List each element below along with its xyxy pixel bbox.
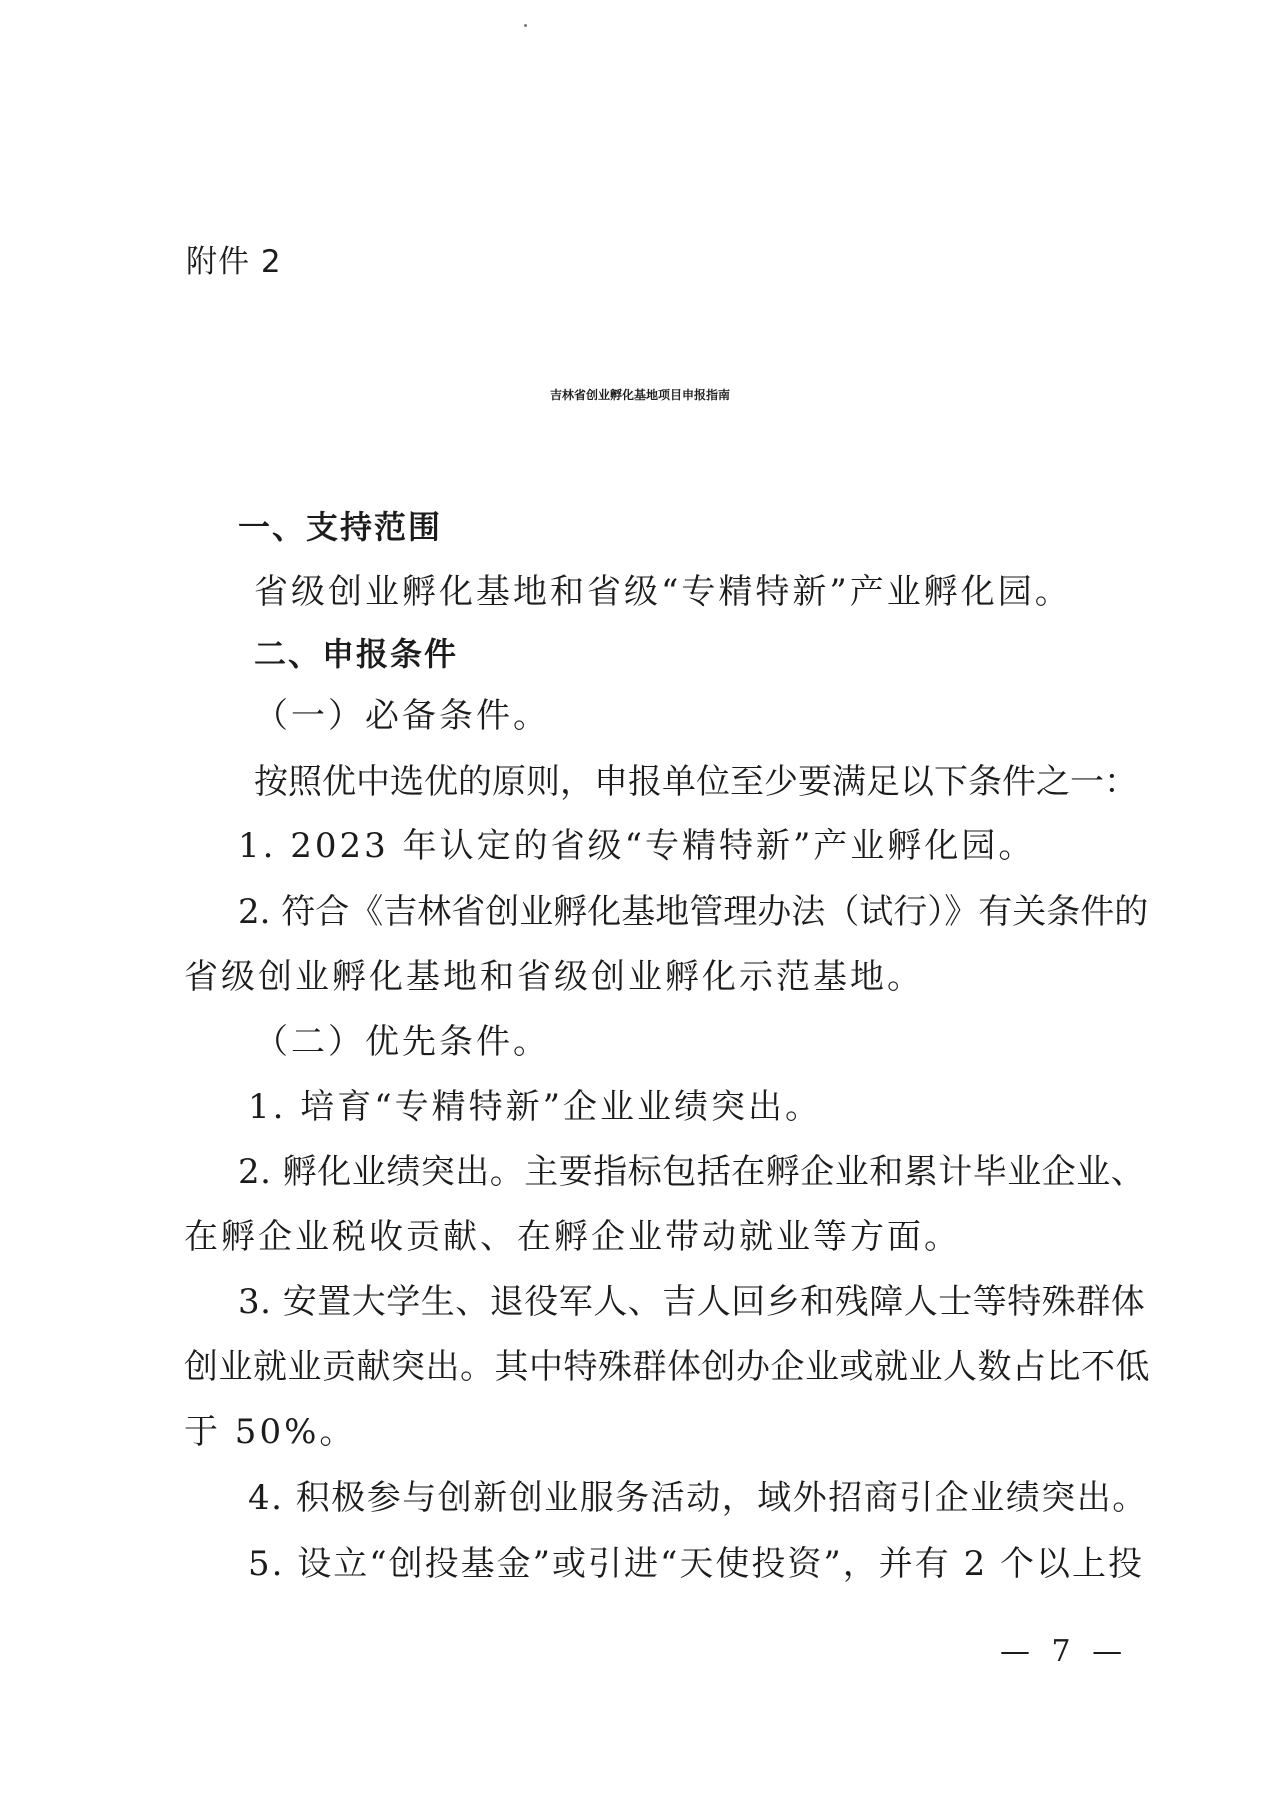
list-item: 4. 积极参与创新创业服务活动，域外招商引企业绩突出。 (248, 1478, 1148, 1518)
list-item: 1. 2023 年认定的省级“专精特新”产业孵化园。 (238, 826, 1036, 866)
subsection-heading-required: （一）必备条件。 (254, 696, 550, 736)
document-title: 吉林省创业孵化基地项目申报指南 (549, 388, 730, 402)
paragraph-line: 省级创业孵化基地和省级“专精特新”产业孵化园。 (254, 572, 1072, 612)
paragraph-line: 按照优中选优的原则，申报单位至少要满足以下条件之一： (254, 762, 1138, 802)
list-item: 1. 培育“专精特新”企业业绩突出。 (248, 1087, 823, 1127)
section-heading-scope: 一、支持范围 (238, 508, 443, 546)
list-item: 3. 安置大学生、退役军人、吉人回乡和残障人士等特殊群体 (238, 1282, 1146, 1322)
paragraph-line: 在孵企业税收贡献、在孵企业带动就业等方面。 (184, 1217, 961, 1257)
page-number: — 7 — (1000, 1634, 1129, 1669)
list-item: 2. 孵化业绩突出。主要指标包括在孵企业和累计毕业企业、 (238, 1152, 1146, 1192)
section-heading-conditions: 二、申报条件 (254, 635, 459, 673)
list-item: 2. 符合《吉林省创业孵化基地管理办法（试行）》有关条件的 (238, 892, 1149, 932)
list-item: 5. 设立“创投基金”或引进“天使投资”，并有 2 个以上投 (248, 1544, 1145, 1584)
scan-mark (524, 24, 527, 27)
paragraph-line: 创业就业贡献突出。其中特殊群体创办企业或就业人数占比不低 (184, 1347, 1150, 1387)
subsection-heading-priority: （二）优先条件。 (254, 1022, 550, 1062)
attachment-label: 附件 2 (186, 244, 282, 280)
paragraph-line: 于 50%。 (184, 1412, 357, 1452)
paragraph-line: 省级创业孵化基地和省级创业孵化示范基地。 (184, 957, 924, 997)
